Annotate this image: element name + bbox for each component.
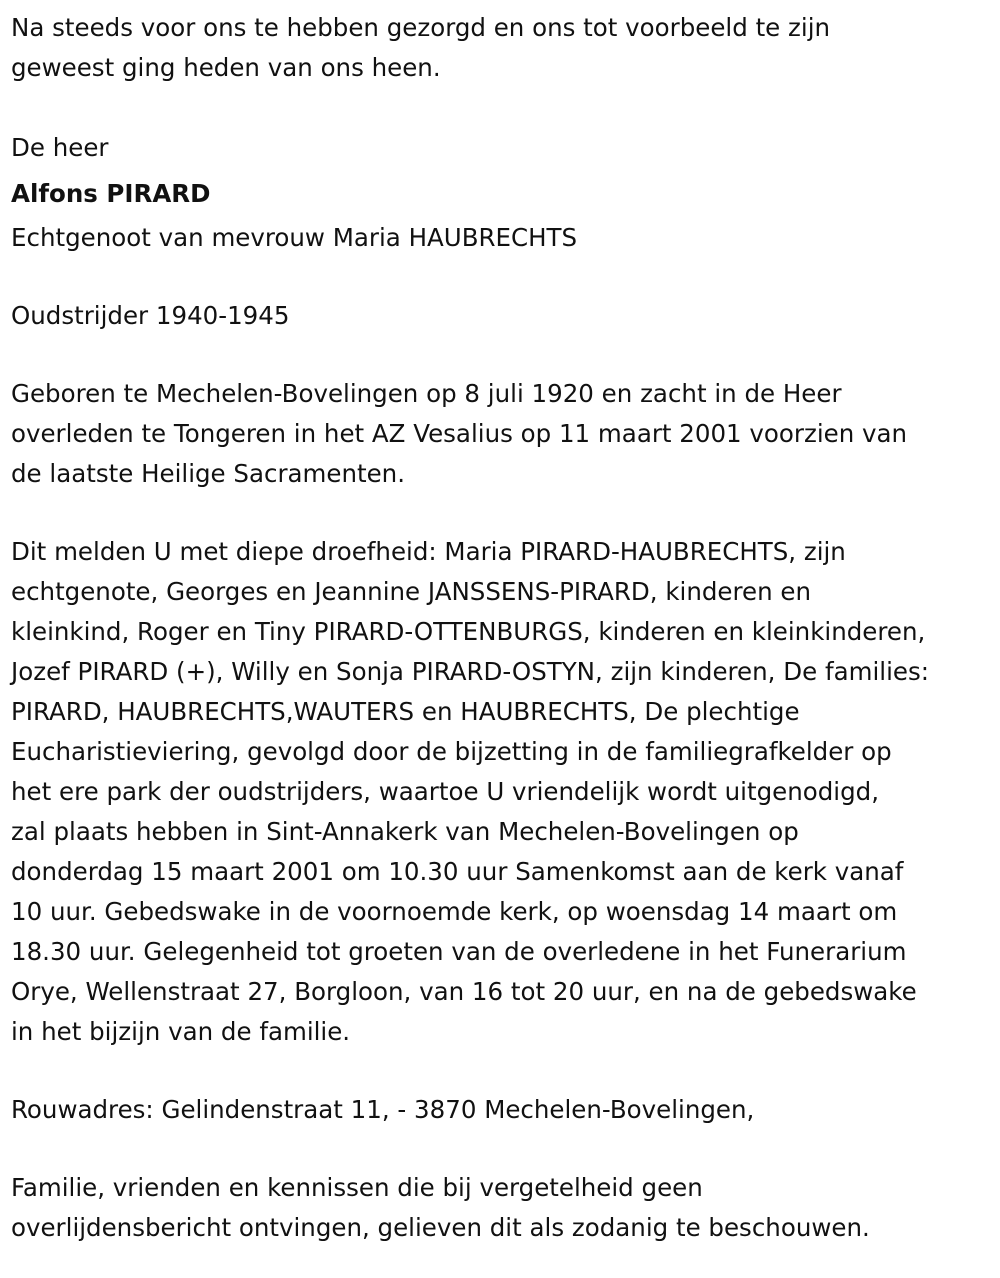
spouse-line: Echtgenoot van mevrouw Maria HAUBRECHTS xyxy=(11,223,578,252)
veteran-line: Oudstrijder 1940-1945 xyxy=(11,301,290,330)
paragraph-gap xyxy=(11,336,996,374)
intro-paragraph xyxy=(11,8,996,88)
announcement-line: het ere park der oudstrijders, waartoe U vriendelijk wordt uitgenodigd, xyxy=(11,777,879,806)
announcement-line: in het bijzijn van de familie. xyxy=(11,1017,351,1046)
intro-line: geweest ging heden van ons heen. xyxy=(11,53,441,82)
announcement-line: 10 uur. Gebedswake in de voornoemde kerk, op woensdag 14 maart om xyxy=(11,897,898,926)
announcement-paragraph xyxy=(11,532,996,1052)
birth-death-line: Geboren te Mechelen-Bovelingen op 8 juli 1920 en zacht in de Heer xyxy=(11,379,842,408)
announcement-line: Orye, Wellenstraat 27, Borgloon, van 16 tot 20 uur, en na de gebedswake xyxy=(11,977,917,1006)
title-prefix: De heer xyxy=(11,133,109,162)
funeral-address: Rouwadres: Gelindenstraat 11, - 3870 Mechelen-Bovelingen, xyxy=(11,1095,755,1124)
closing-line: Familie, vrienden en kennissen die bij vergetelheid geen xyxy=(11,1173,703,1202)
paragraph-gap xyxy=(11,88,996,126)
deceased-name: Alfons PIRARD xyxy=(11,179,211,208)
closing-paragraph xyxy=(11,1168,996,1248)
announcement-line: Dit melden U met diepe droefheid: Maria PIRARD-HAUBRECHTS, zijn xyxy=(11,537,846,566)
obituary-document xyxy=(11,8,996,1248)
paragraph-gap xyxy=(11,1130,996,1168)
announcement-line: PIRARD, HAUBRECHTS,WAUTERS en HAUBRECHTS, De plechtige xyxy=(11,697,800,726)
birth-death-line: de laatste Heilige Sacramenten. xyxy=(11,459,405,488)
announcement-line: kleinkind, Roger en Tiny PIRARD-OTTENBURGS, kinderen en kleinkinderen, xyxy=(11,617,926,646)
announcement-line: 18.30 uur. Gelegenheid tot groeten van de overledene in het Funerarium xyxy=(11,937,907,966)
closing-line: overlijdensbericht ontvingen, gelieven dit als zodanig te beschouwen. xyxy=(11,1213,870,1242)
paragraph-gap xyxy=(11,494,996,532)
paragraph-gap xyxy=(11,1052,996,1090)
announcement-line: Eucharistieviering, gevolgd door de bijzetting in de familiegrafkelder op xyxy=(11,737,892,766)
announcement-line: zal plaats hebben in Sint-Annakerk van Mechelen-Bovelingen op xyxy=(11,817,799,846)
announcement-line: echtgenote, Georges en Jeannine JANSSENS-PIRARD, kinderen en xyxy=(11,577,812,606)
birth-death-line: overleden te Tongeren in het AZ Vesalius op 11 maart 2001 voorzien van xyxy=(11,419,908,448)
intro-line: Na steeds voor ons te hebben gezorgd en ons tot voorbeeld te zijn xyxy=(11,13,831,42)
announcement-line: Jozef PIRARD (+), Willy en Sonja PIRARD-OSTYN, zijn kinderen, De families: xyxy=(11,657,929,686)
birth-death-paragraph xyxy=(11,374,996,494)
paragraph-gap xyxy=(11,258,996,296)
announcement-line: donderdag 15 maart 2001 om 10.30 uur Samenkomst aan de kerk vanaf xyxy=(11,857,904,886)
